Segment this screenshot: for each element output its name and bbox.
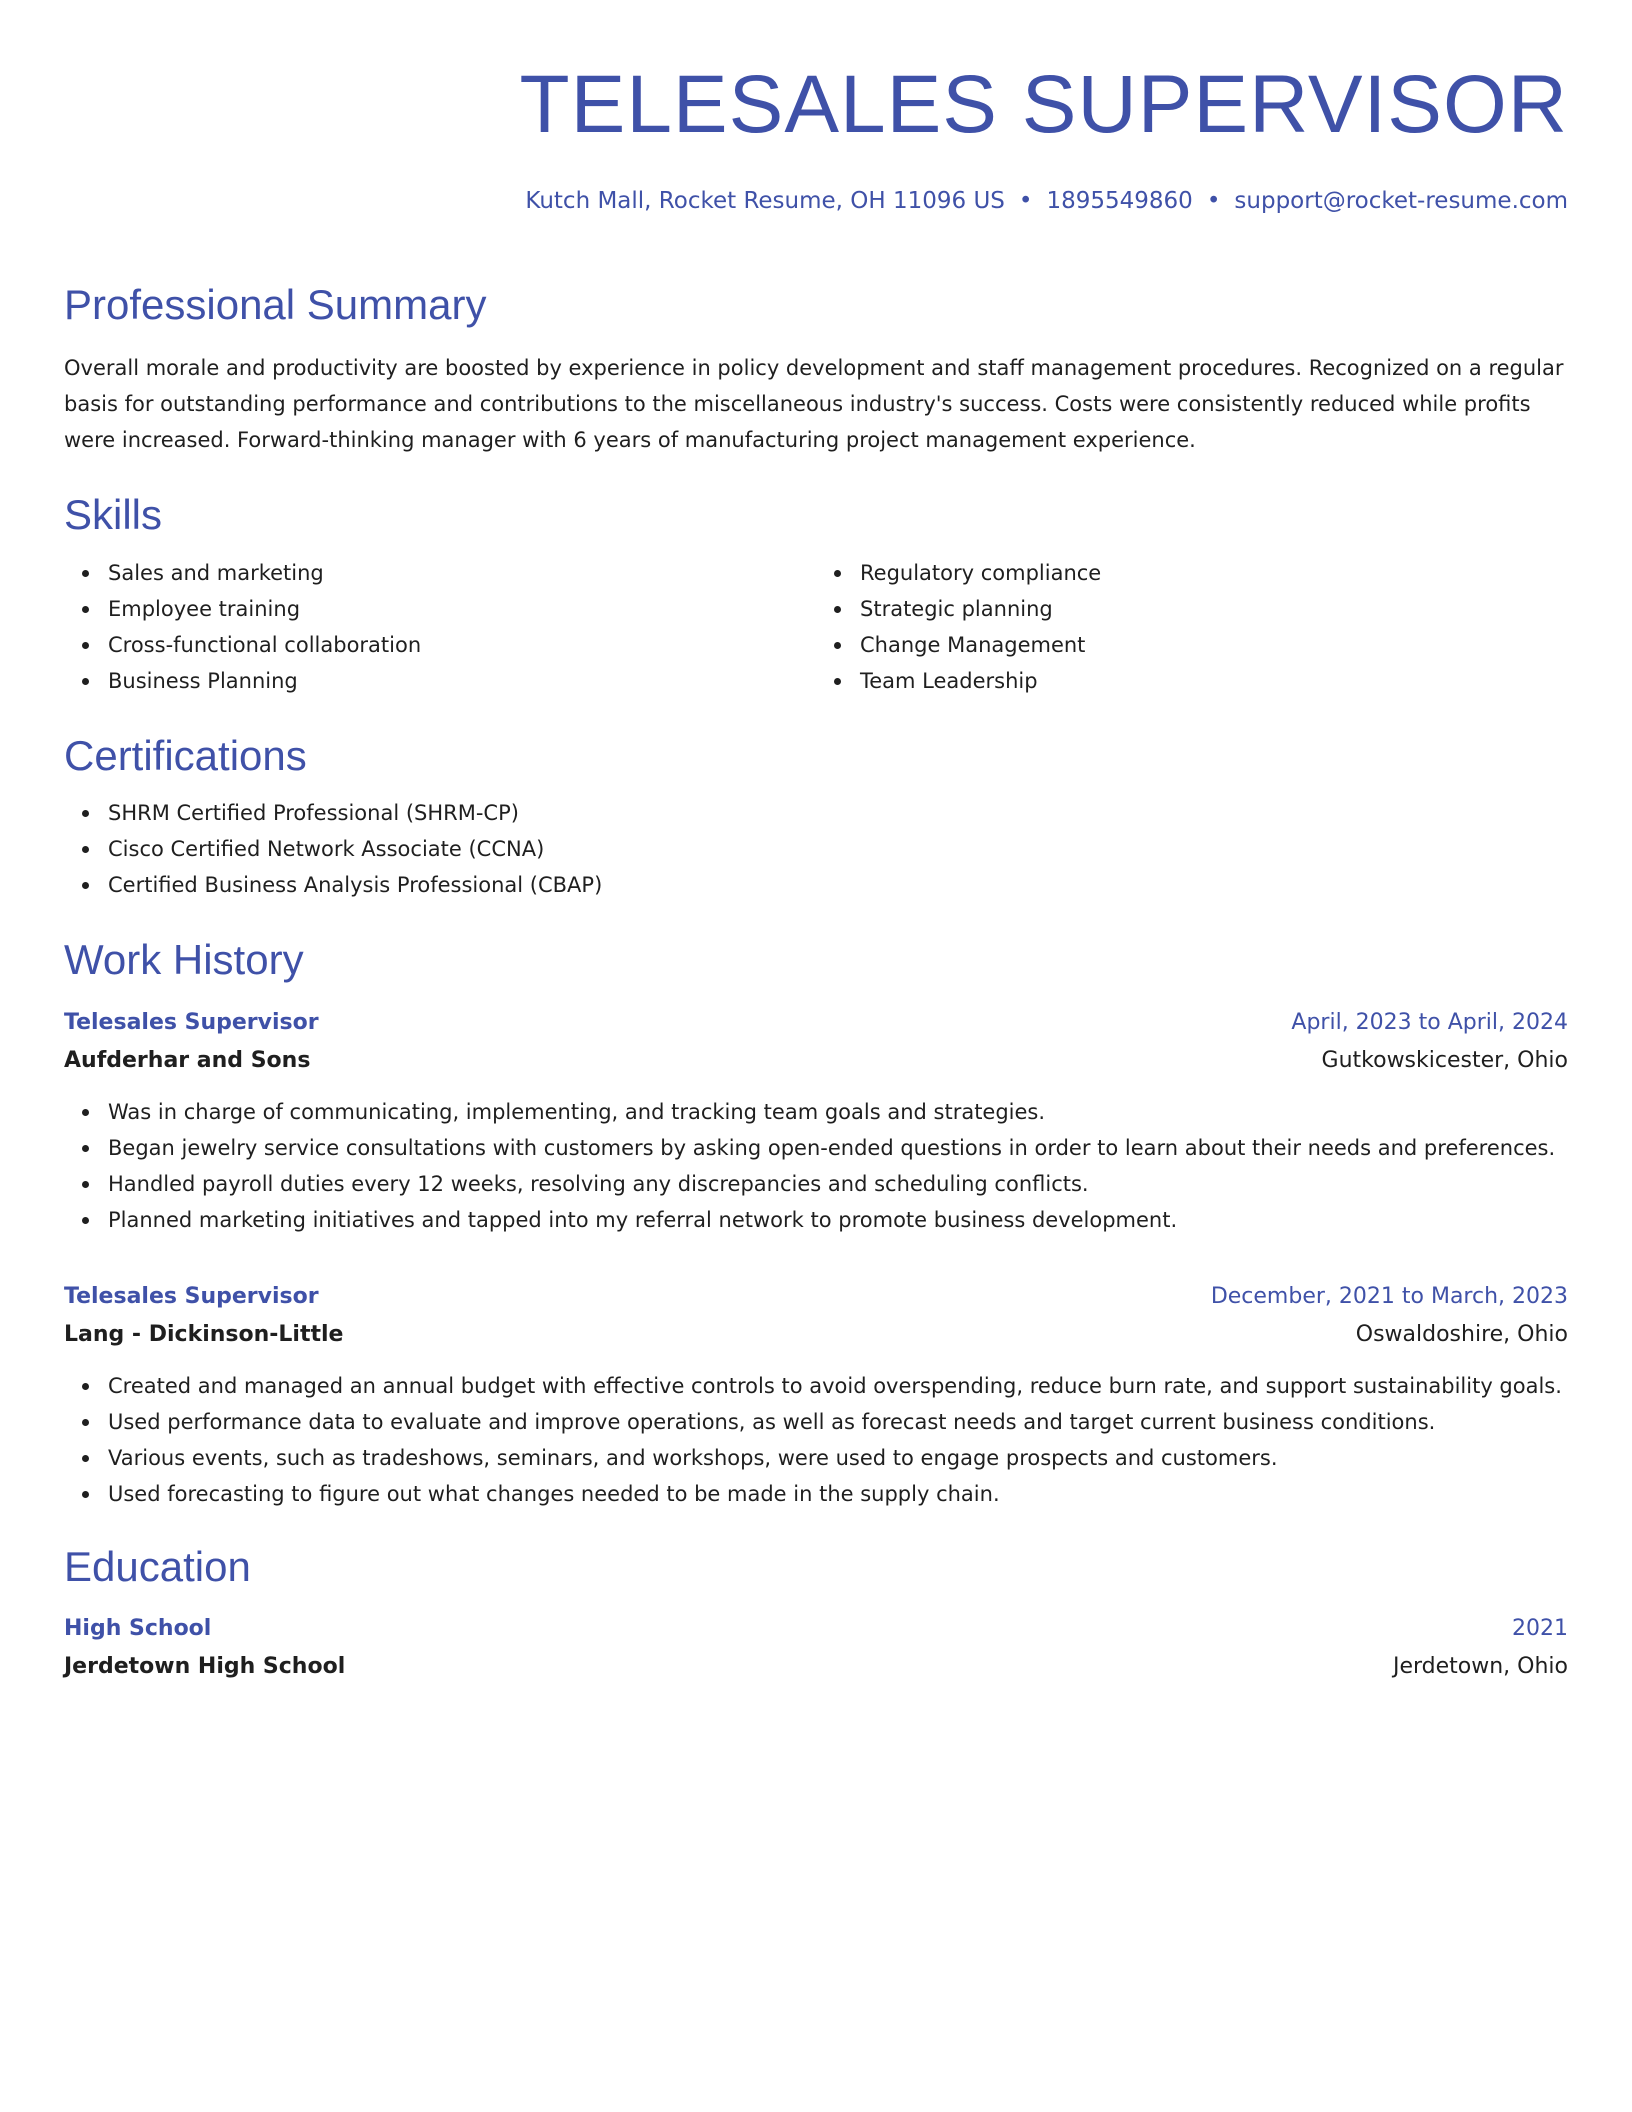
skill-item: Team Leadership (860, 663, 1568, 699)
education-school-row (64, 1648, 1568, 1686)
skills-column-right (816, 555, 1568, 699)
skill-item: Regulatory compliance (860, 555, 1568, 591)
summary-text: Overall morale and productivity are boosted by experience in policy development and staff management procedures. Recognized on a regular basis for outstanding performance and contributions to the miscellaneous industry's success. Costs were consistently reduced while profits were increased. Forward-thinking manager with 6 years of manufacturing project management experience. (64, 356, 1564, 453)
skills-section (64, 490, 1568, 698)
skill-item: Change Management (860, 627, 1568, 663)
contact-line (64, 188, 1568, 216)
job-title: Telesales Supervisor (64, 1009, 319, 1035)
section-heading: Professional Summary (64, 280, 487, 328)
certification-item: Cisco Certified Network Associate (CCNA) (108, 831, 1568, 867)
job-entry (64, 1004, 1568, 1238)
job-company: Aufderhar and Sons (64, 1047, 311, 1073)
skill-item: Cross-functional collaboration (108, 627, 816, 663)
job-duty-item: Created and managed an annual budget with effective controls to avoid overspending, reduce burn rate, and support sustainability goals. (108, 1368, 1568, 1404)
education-school: Jerdetown High School (64, 1653, 346, 1679)
job-duty-item: Handled payroll duties every 12 weeks, resolving any discrepancies and scheduling conflicts. (108, 1166, 1568, 1202)
job-duties-list (64, 1368, 1568, 1512)
education-entry (64, 1610, 1568, 1686)
job-duty-item: Used forecasting to figure out what changes needed to be made in the supply chain. (108, 1476, 1568, 1512)
section-heading: Education (64, 1542, 251, 1590)
skills-column-left (64, 555, 816, 699)
job-location: Gutkowskicester, Ohio (1321, 1047, 1568, 1073)
education-location: Jerdetown, Ohio (1392, 1653, 1568, 1679)
skills-list-right (816, 555, 1568, 699)
job-entry (64, 1278, 1568, 1512)
job-company-row (64, 1042, 1568, 1080)
contact-phone: 1895549860 (1046, 188, 1193, 215)
job-duty-item: Was in charge of communicating, implementing, and tracking team goals and strategies. (108, 1094, 1568, 1130)
certification-item: SHRM Certified Professional (SHRM-CP) (108, 795, 1568, 831)
contact-email: support@rocket-resume.com (1234, 188, 1568, 215)
skill-item: Business Planning (108, 663, 816, 699)
resume-title: TELESALES SUPERVISOR (519, 59, 1568, 150)
education-year: 2021 (1512, 1615, 1568, 1641)
job-dates: December, 2021 to March, 2023 (1210, 1283, 1568, 1309)
professional-summary-section (64, 280, 1568, 458)
contact-separator: • (1206, 188, 1221, 215)
certifications-section (64, 731, 1568, 903)
job-location: Oswaldoshire, Ohio (1355, 1321, 1568, 1347)
education-degree-row (64, 1610, 1568, 1648)
education-section (64, 1542, 1568, 1686)
contact-address: Kutch Mall, Rocket Resume, OH 11096 US (525, 188, 1005, 215)
skills-list-left (64, 555, 816, 699)
section-heading: Work History (64, 936, 304, 984)
job-company-row (64, 1316, 1568, 1354)
job-duty-item: Various events, such as tradeshows, seminars, and workshops, were used to engage prospects and customers. (108, 1440, 1568, 1476)
certification-item: Certified Business Analysis Professional (CBAP) (108, 867, 1568, 903)
job-title: Telesales Supervisor (64, 1283, 319, 1309)
skills-grid (64, 555, 1568, 699)
skill-item: Sales and marketing (108, 555, 816, 591)
education-degree: High School (64, 1615, 212, 1641)
work-history-section (64, 935, 1568, 1511)
contact-separator: • (1018, 188, 1033, 215)
job-duties-list (64, 1094, 1568, 1238)
job-dates: April, 2023 to April, 2024 (1291, 1009, 1568, 1035)
section-heading: Certifications (64, 731, 307, 779)
skill-item: Employee training (108, 591, 816, 627)
certifications-list (64, 795, 1568, 903)
job-duty-item: Began jewelry service consultations with customers by asking open-ended questions in order to learn about their needs and preferences. (108, 1130, 1568, 1166)
resume-header (64, 56, 1568, 216)
section-heading: Skills (64, 491, 163, 539)
job-company: Lang - Dickinson-Little (64, 1321, 344, 1347)
skill-item: Strategic planning (860, 591, 1568, 627)
job-duty-item: Used performance data to evaluate and improve operations, as well as forecast needs and target current business conditions. (108, 1404, 1568, 1440)
job-title-row (64, 1278, 1568, 1316)
job-title-row (64, 1004, 1568, 1042)
job-duty-item: Planned marketing initiatives and tapped into my referral network to promote business development. (108, 1202, 1568, 1238)
